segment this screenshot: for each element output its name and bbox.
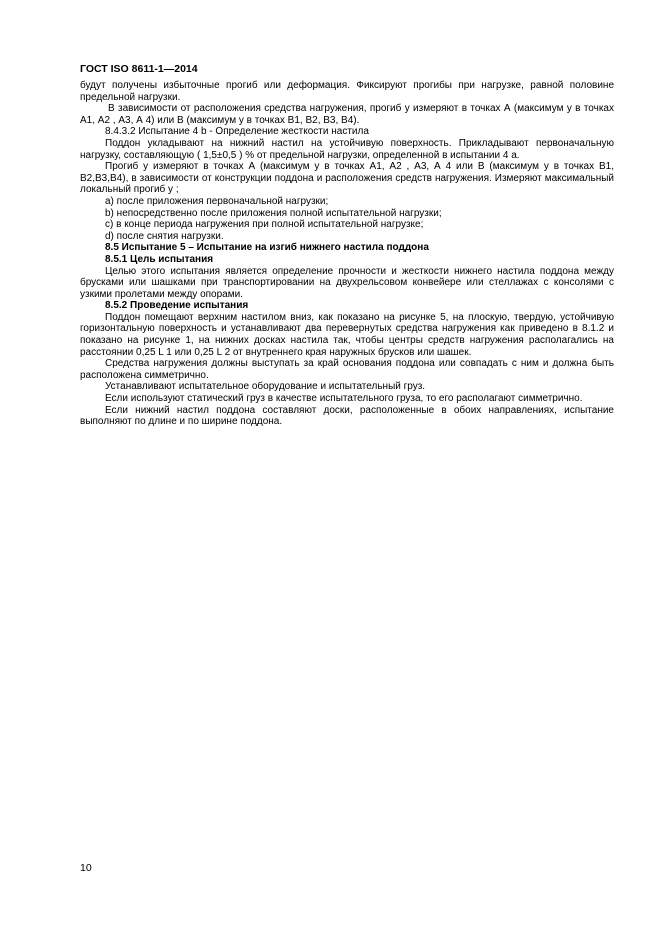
paragraph: Устанавливают испытательное оборудование и испытательный груз. bbox=[105, 381, 426, 393]
paragraph: Если нижний настил поддона составляют доски, расположенные в обоих направлениях, испытание выполняют по длине и по ширине поддона. bbox=[80, 404, 614, 428]
subsection-heading: 8.4.3.2 Испытание 4 b - Определение жесткости настила bbox=[105, 126, 369, 138]
paragraph: Целью этого испытания является определение прочности и жесткости нижнего настила поддона между брусками или шашками при транспортировании на двухрельсовом конвейере или стеллажах с консолями с узкими пролетами между опорами. bbox=[80, 265, 614, 300]
paragraph: будут получены избыточные прогиб или деформация. Фиксируют прогибы при нагрузке, равной половине предельной нагрузки. bbox=[80, 80, 614, 103]
paragraph: Прогиб y измеряют в точках А (максимум y в точках А1, А2 , А3, А 4 или В (максимум y в точках В1, В2,В3,В4), в зависимости от конструкции поддона и расположения средств нагружения. Измеряют максимальный локальный прогиб y ; bbox=[80, 161, 614, 196]
paragraph: Средства нагружения должны выступать за край основания поддона или совпадать с ним и должна быть расположена симметрично. bbox=[80, 358, 614, 381]
subsection-heading: 8.5.1 Цель испытания bbox=[105, 253, 214, 265]
page-number: 10 bbox=[80, 862, 92, 874]
list-item: a) после приложения первоначальной нагрузки; bbox=[105, 195, 329, 207]
document-body bbox=[80, 80, 614, 428]
list-item: d) после снятия нагрузки. bbox=[105, 230, 224, 242]
paragraph: Если используют статический груз в качестве испытательного груза, то его располагают симметрично. bbox=[105, 393, 583, 405]
paragraph: В зависимости от расположения средства нагружения, прогиб y измеряют в точках А (максимум y в точках А1, А2 , А3, А 4) или В (максимум y в точках В1, В2, В3, В4). bbox=[80, 103, 614, 126]
list-item: c) в конце периода нагружения при полной испытательной нагрузке; bbox=[105, 219, 424, 231]
list-item: b) непосредственно после приложения полной испытательной нагрузки; bbox=[105, 207, 442, 219]
subsection-heading: 8.5.2 Проведение испытания bbox=[105, 300, 249, 312]
section-heading: 8.5 Испытание 5 – Испытание на изгиб нижнего настила поддона bbox=[105, 242, 429, 254]
document-header: ГОСТ ISO 8611-1—2014 bbox=[80, 63, 198, 75]
paragraph: Поддон укладывают на нижний настил на устойчивую поверхность. Прикладывают первоначальную нагрузку, составляющую ( 1,5±0,5 ) % от предельной нагрузки, определенной в испытании 4 а. bbox=[80, 137, 614, 161]
paragraph: Поддон помещают верхним настилом вниз, как показано на рисунке 5, на плоскую, твердую, устойчивую горизонтальную поверхность и устанавливают два перевернутых средства нагружения как приведено в 8.1.2 и показано на рисунке 1, на нижних досках настила так, чтобы центры средств нагружения располагались на расстоянии 0,25 L 1 или 0,25 L 2 от внутреннего края наружных брусков или шашек. bbox=[80, 311, 614, 358]
